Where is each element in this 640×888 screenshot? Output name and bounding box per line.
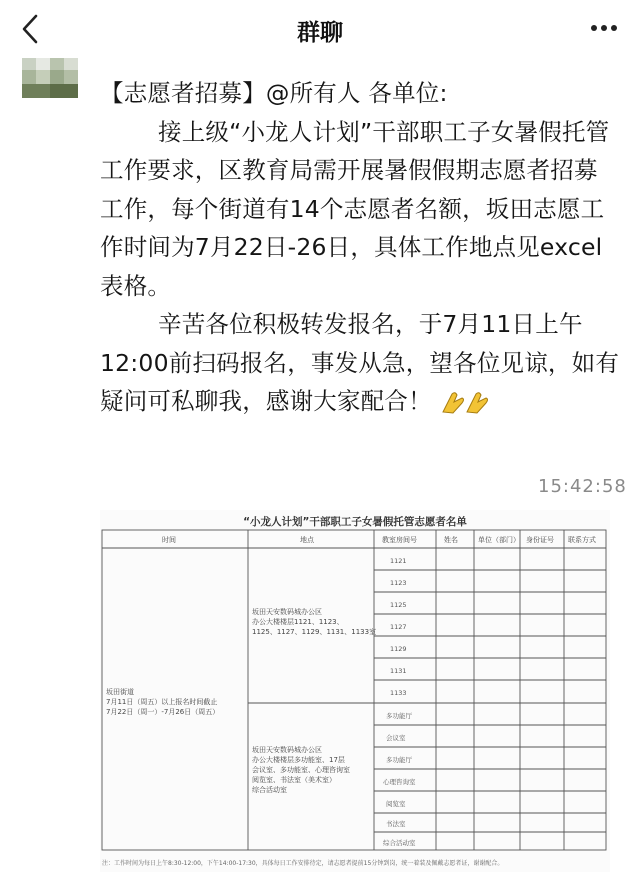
header-location: 地点 [300,536,314,544]
document-title: “小龙人计划”干部职工子女暑假托管志愿者名单 [243,516,467,528]
room-cell: 1125 [390,601,407,609]
location-b-line-4: 阅览室、书法室（美术室） [252,776,336,784]
room-cell: 会议室 [386,734,406,742]
header-id: 身份证号 [526,536,554,544]
time-cell-line-1: 坂田街道 [106,688,134,696]
chat-header [0,0,640,58]
clap-hands-icon [440,390,492,416]
message-heading: 【志愿者招募】@所有人 各单位: [100,79,448,107]
room-cell: 1127 [390,623,407,631]
chat-title: 群聊 [297,20,343,46]
header-contact: 联系方式 [568,536,596,544]
room-cell: 心理咨询室 [383,778,416,786]
location-b-line-1: 坂田天安数码城办公区 [252,746,322,754]
room-cell: 多功能厅 [386,756,412,764]
room-cell: 阅览室 [386,800,406,808]
room-cell: 1129 [390,645,407,653]
message-timestamp: 15:42:58 [538,476,627,497]
avatar[interactable] [22,58,78,98]
location-b-line-5: 综合活动室 [252,786,287,794]
location-b-line-2: 办公大楼楼层多功能室、17层 [252,756,345,764]
document-image[interactable] [100,510,610,872]
header-name: 姓名 [444,536,458,544]
location-b-line-3: 会议室、多功能室、心理咨询室 [252,766,350,774]
time-cell-line-3: 7月22日（周一）-7月26日（周五） [106,708,220,716]
message-paragraph-2 [100,305,620,421]
location-a-line-2: 办公大楼楼层1121、1123、 [252,618,344,626]
header-unit: 单位（部门） [478,536,520,544]
more-horizontal-icon[interactable] [590,14,618,42]
location-a-line-3: 1125、1127、1129、1131、1133室 [252,628,377,636]
room-cell: 1121 [390,557,407,565]
room-cell: 1131 [390,667,407,675]
room-cell: 1123 [390,579,407,587]
message-paragraph-2-text: 辛苦各位积极转发报名，于7月11日上午12:00前扫码报名，事发从急，望各位见谅，如有疑问可私聊我，感谢大家配合！ [100,310,620,415]
header-room: 教室房间号 [382,536,417,544]
time-cell-line-2: 7月11日（周五）以上报名时间截止 [106,698,218,706]
header-time: 时间 [162,536,176,544]
room-cell: 1133 [390,689,407,697]
message-paragraph-1: 接上级“小龙人计划”干部职工子女暑假托管工作要求，区教育局需开展暑假假期志愿者招募工作，每个街道有14个志愿者名额，坂田志愿工作时间为7月22日-26日，具体工作地点见excel表格。 [100,117,610,300]
room-cell: 多功能厅 [386,712,412,720]
document-footnote: 注：工作时间为每日上午8:30-12:00，下午14:00-17:30，具体每日工作安排待定，请志愿者提前15分钟到岗，统一着装及佩戴志愿者证，谢谢配合。 [102,860,504,867]
message-bubble[interactable] [100,74,620,421]
location-a-line-1: 坂田天安数码城办公区 [252,608,322,616]
room-cell: 综合活动室 [383,839,416,847]
room-cell: 书法室 [386,820,406,828]
document-table-grid [100,510,610,872]
